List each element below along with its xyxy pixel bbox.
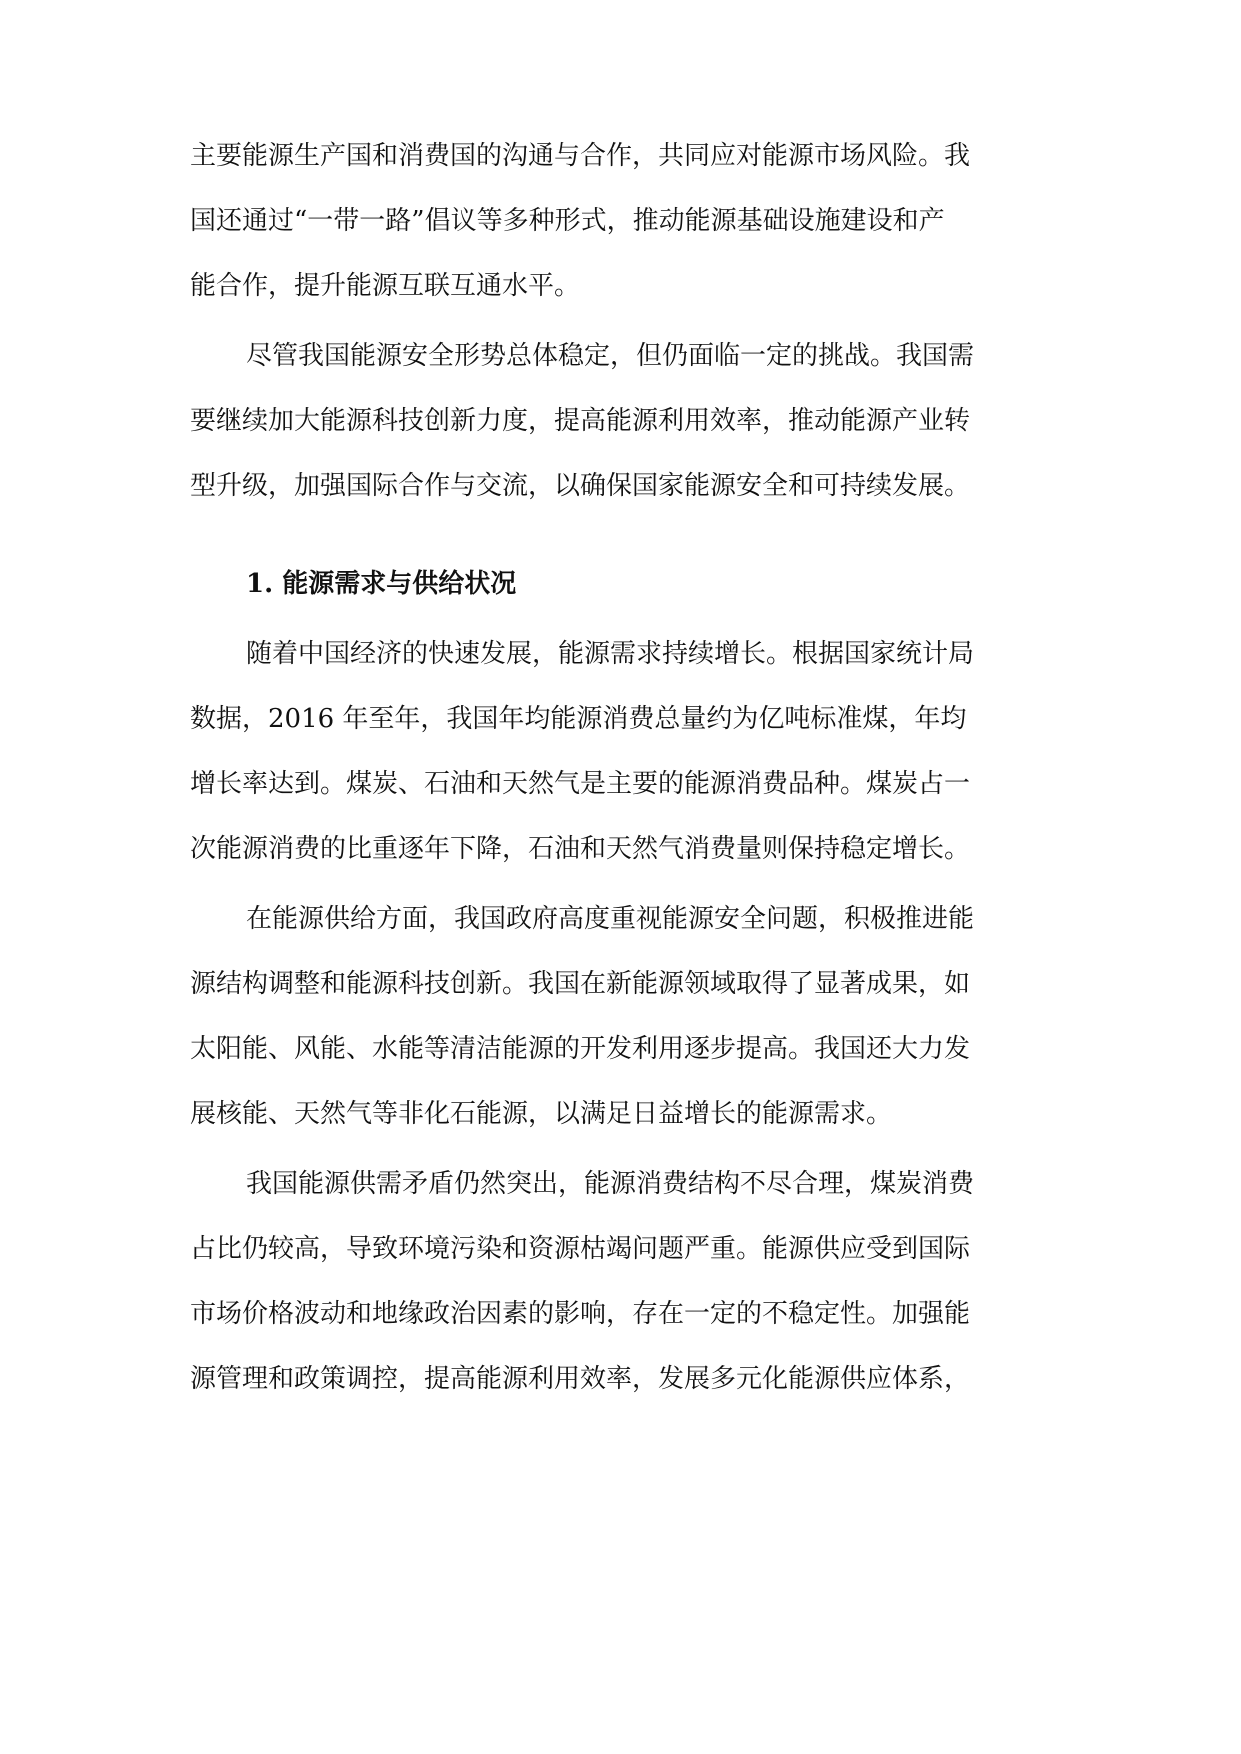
- text-line: 展核能、天然气等非化石能源，以满足日益增长的能源需求。: [190, 1099, 893, 1129]
- text-line: 次能源消费的比重逐年下降，石油和天然气消费量则保持稳定增长。: [190, 834, 971, 864]
- text-line: 源管理和政策调控，提高能源利用效率，发展多元化能源供应体系，: [190, 1364, 971, 1394]
- text-line: 随着中国经济的快速发展，能源需求持续增长。根据国家统计局: [246, 639, 975, 669]
- text-line: 增长率达到。煤炭、石油和天然气是主要的能源消费品种。煤炭占一: [190, 769, 971, 799]
- text-line: 能合作，提升能源互联互通水平。: [190, 271, 581, 301]
- text-line: 型升级，加强国际合作与交流，以确保国家能源安全和可持续发展。: [190, 471, 971, 501]
- text-line: 国还通过“一带一路”倡议等多种形式，推动能源基础设施建设和产: [190, 206, 945, 236]
- text-line: 主要能源生产国和消费国的沟通与合作，共同应对能源市场风险。我: [190, 141, 971, 171]
- text-line: 占比仍较高，导致环境污染和资源枯竭问题严重。能源供应受到国际: [190, 1234, 971, 1264]
- text-line: 源结构调整和能源科技创新。我国在新能源领域取得了显著成果，如: [190, 969, 971, 999]
- text-line: 要继续加大能源科技创新力度，提高能源利用效率，推动能源产业转: [190, 406, 971, 436]
- text-line: 太阳能、风能、水能等清洁能源的开发利用逐步提高。我国还大力发: [190, 1034, 971, 1064]
- text-line: 尽管我国能源安全形势总体稳定，但仍面临一定的挑战。我国需: [246, 341, 975, 371]
- text-line: 在能源供给方面，我国政府高度重视能源安全问题，积极推进能: [246, 904, 975, 934]
- text-line: 我国能源供需矛盾仍然突出，能源消费结构不尽合理，煤炭消费: [246, 1169, 975, 1199]
- section-heading: 1. 能源需求与供给状况: [246, 569, 517, 599]
- text-line: 市场价格波动和地缘政治因素的影响，存在一定的不稳定性。加强能: [190, 1299, 971, 1329]
- text-line: 数据，2016 年至年，我国年均能源消费总量约为亿吨标准煤，年均: [190, 704, 967, 734]
